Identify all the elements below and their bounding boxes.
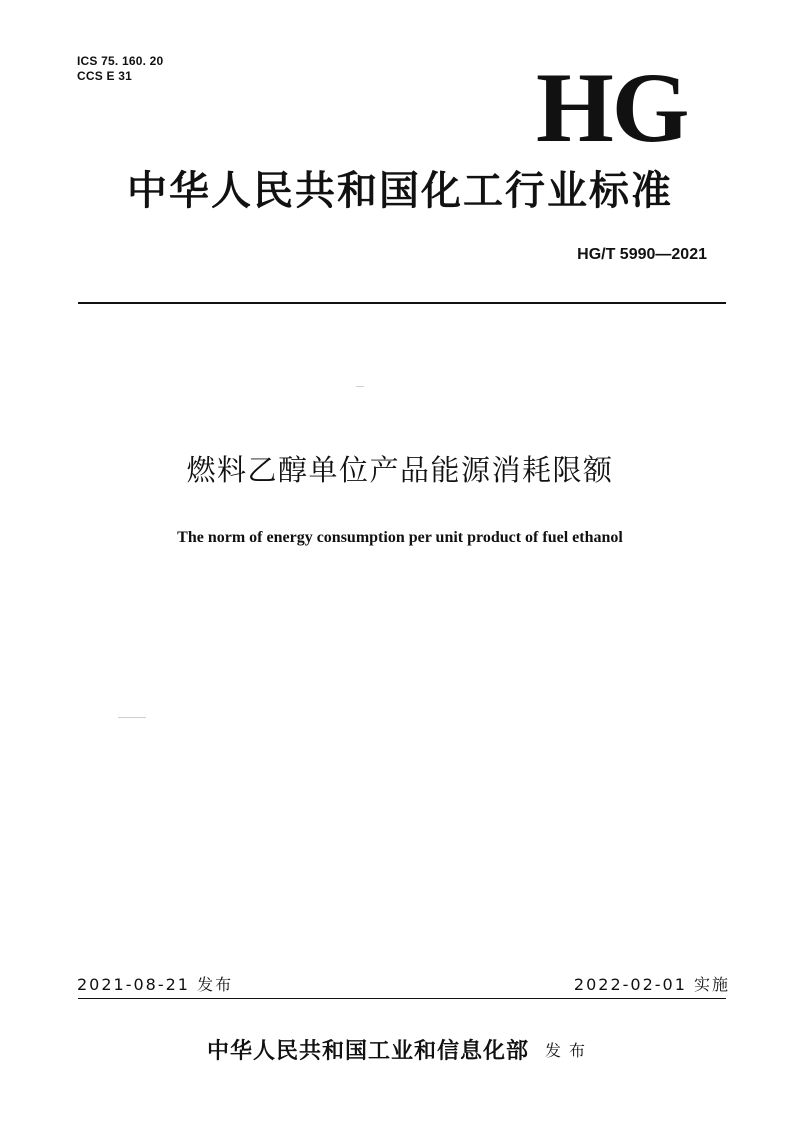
issuer-line bbox=[0, 1036, 800, 1067]
scan-mark bbox=[118, 717, 146, 718]
ccs-code: CCS E 31 bbox=[77, 69, 132, 83]
issuer-name: 中华人民共和国工业和信息化部 bbox=[206, 1038, 529, 1064]
industry-standard-title: 中华人民共和国化工行业标准 bbox=[127, 167, 673, 214]
hg-logo: HG bbox=[536, 52, 688, 163]
issue-date: 2021-08-21 发布 bbox=[77, 975, 234, 994]
issuer-suffix: 发布 bbox=[545, 1041, 594, 1060]
document-title-en: The norm of energy consumption per unit product of fuel ethanol bbox=[177, 529, 623, 546]
scan-mark bbox=[356, 386, 364, 387]
top-divider bbox=[78, 302, 726, 304]
document-title-cn: 燃料乙醇单位产品能源消耗限额 bbox=[186, 453, 614, 487]
classification-codes bbox=[77, 54, 163, 84]
standard-number: HG/T 5990—2021 bbox=[577, 246, 707, 263]
bottom-divider bbox=[78, 998, 726, 999]
implementation-date: 2022-02-01 实施 bbox=[573, 975, 730, 994]
ics-code: ICS 75. 160. 20 bbox=[77, 54, 164, 68]
